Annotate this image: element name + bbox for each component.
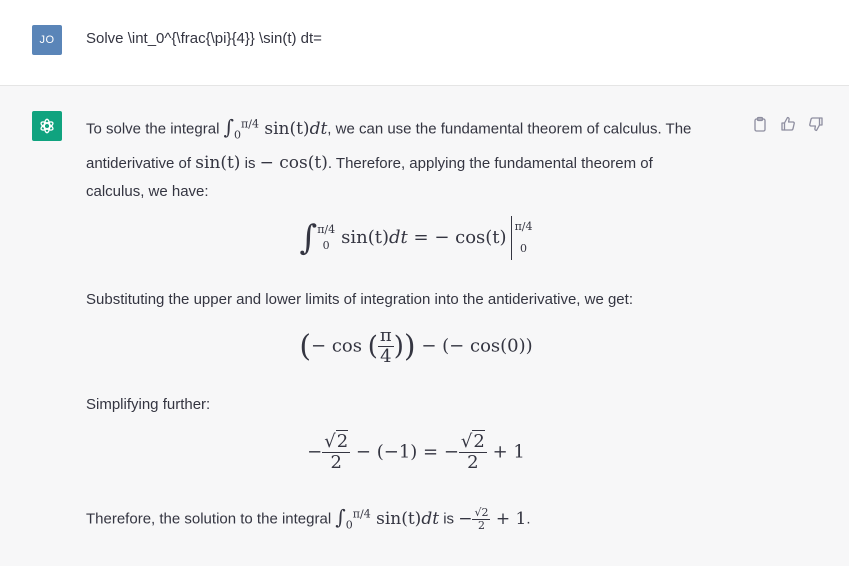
- inline-integral: $\int_0^{\pi/4}$ sin(t)dt: [223, 114, 328, 142]
- upper-limit: π/4: [514, 220, 533, 233]
- sin-t: sin(t): [264, 118, 310, 139]
- fraction-sqrt2-over-2: [459, 432, 487, 473]
- four: 4: [251, 117, 259, 130]
- message-actions: [749, 113, 827, 135]
- thumbs-down-icon: [808, 116, 824, 132]
- numerator: √2: [460, 431, 485, 452]
- inline-sin: sin(t): [195, 153, 241, 174]
- copy-button[interactable]: [749, 113, 771, 135]
- answer-paragraph-intro: [86, 110, 691, 206]
- paragraph-line: [86, 110, 691, 149]
- thumbs-up-button[interactable]: [777, 113, 799, 135]
- upper-limit: π/4: [241, 117, 259, 130]
- integral-sign: ∫: [299, 218, 318, 258]
- text-span: .: [526, 510, 531, 528]
- lower-limit: 0: [345, 518, 353, 532]
- pi-symbol: π: [514, 220, 522, 233]
- pi-symbol: π: [352, 507, 360, 520]
- pi-symbol: π: [241, 117, 249, 130]
- thumbs-down-button[interactable]: [805, 113, 827, 135]
- text-span: is: [240, 155, 260, 173]
- inline-integral: $\int_0^{\pi/4}$ sin(t)dt: [335, 504, 440, 532]
- fraction-sqrt2-over-2: [472, 507, 490, 532]
- neg-cos: − cos: [311, 335, 363, 357]
- assistant-avatar: [32, 111, 62, 141]
- lower-limit: 0: [322, 239, 330, 252]
- plus-one: + 1: [495, 508, 527, 529]
- left-paren: (: [299, 328, 312, 364]
- answer-paragraph-conclusion: [86, 500, 531, 539]
- radicand: 2: [336, 431, 349, 452]
- four: 4: [363, 507, 371, 520]
- text-span: antiderivative of: [86, 155, 196, 173]
- minus: −: [307, 441, 323, 463]
- fraction-sqrt2-over-2: [322, 432, 350, 473]
- numerator: √2: [474, 505, 489, 519]
- user-message-text: Solve \int_0^{\frac{\pi}{4}} \sin(t) dt=: [86, 30, 322, 47]
- user-avatar: JO: [32, 25, 62, 55]
- inline-result: − $\frac{√2}{2}$ + 1: [458, 505, 527, 532]
- text-span: , we can use the fundamental theorem of calculus. The: [327, 120, 692, 138]
- left-paren: (: [367, 331, 378, 362]
- upper-limit: π/4: [317, 223, 336, 236]
- evaluation-bar: [511, 216, 533, 260]
- denominator: 4: [380, 345, 392, 367]
- pi-symbol: π: [317, 223, 325, 236]
- text-span: To solve the integral: [86, 120, 224, 138]
- user-message-row: [0, 0, 849, 86]
- four: 4: [328, 223, 336, 236]
- radicand: 2: [473, 431, 485, 452]
- text-span: Therefore, the solution to the integral: [86, 510, 336, 528]
- thumbs-up-icon: [780, 116, 796, 132]
- denominator: 2: [477, 518, 485, 532]
- numerator: π: [379, 325, 392, 346]
- paragraph-line: [86, 149, 691, 178]
- lower-limit: 0: [234, 128, 241, 142]
- denominator: 2: [330, 451, 342, 473]
- equation-simplified: [86, 432, 746, 473]
- text-span: . Therefore, applying the fundamental theorem of: [327, 155, 653, 173]
- right-paren: ): [403, 328, 416, 364]
- right-paren: ): [393, 331, 404, 362]
- radicand: 2: [481, 505, 489, 519]
- denominator: 2: [467, 451, 479, 473]
- rhs: = − cos(t): [413, 227, 507, 248]
- paragraph-line: calculus, we have:: [86, 183, 209, 201]
- answer-paragraph-substitution: Substituting the upper and lower limits of integration into the antiderivative, we get:: [86, 291, 633, 308]
- minus-neg-cos-zero: − (− cos(0)): [421, 335, 533, 357]
- sin-t: sin(t): [376, 508, 422, 529]
- dt: dt: [389, 227, 408, 248]
- sin-t: sin(t): [341, 227, 390, 248]
- upper-limit: π/4: [352, 507, 371, 520]
- lower-limit: 0: [520, 242, 528, 255]
- four: 4: [525, 220, 533, 233]
- equation-substitution: [86, 326, 746, 367]
- text-span: is: [439, 510, 459, 528]
- inline-neg-cos: − cos(t): [259, 153, 328, 174]
- middle-terms: − (−1) = −: [355, 441, 459, 463]
- clipboard-icon: [752, 116, 768, 132]
- integral-limits: [317, 222, 335, 254]
- plus-one: + 1: [492, 441, 525, 463]
- assistant-message-row: [0, 86, 849, 566]
- answer-paragraph-simplify: Simplifying further:: [86, 396, 211, 413]
- equation-antiderivative: [86, 216, 746, 260]
- fraction-pi-over-4: [378, 326, 394, 367]
- numerator: √2: [324, 431, 349, 452]
- openai-logo-icon: [37, 116, 57, 136]
